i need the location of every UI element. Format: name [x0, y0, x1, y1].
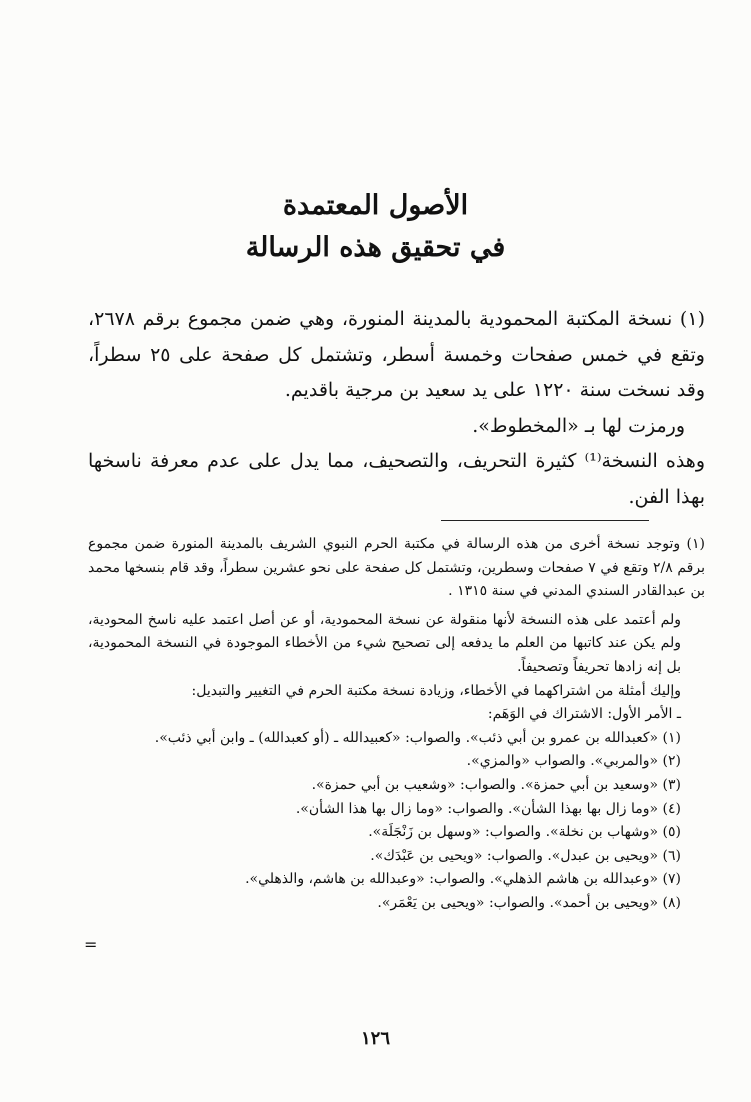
footnote-list-item: (٥) «وشهاب بن نخلة». والصواب: «وسهل بن زَنْجَلَة».	[368, 824, 681, 841]
footnote-list-item: (٢) «والمربي». والصواب «والمزي».	[466, 753, 681, 770]
footnotes	[88, 533, 705, 916]
footnote-separator	[441, 520, 649, 521]
paragraph-manuscript-description: (١) نسخة المكتبة المحمودية بالمدينة المنورة، وهي ضمن مجموع برقم ٢٦٧٨، وتقع في خمس صفحات وخمسة أسطر، وتشتمل كل صفحة على ٢٥ سطراً، وقد نسخت سنة ١٢٢٠ على يد سعيد بن مرجية باقديم.	[88, 308, 705, 401]
footnote-list-item: (٦) «ويحيى بن عبدل». والصواب: «ويحيى بن عَبْدَك».	[370, 847, 681, 864]
section-subtitle: في تحقيق هذه الرسالة	[245, 232, 506, 263]
paragraph-symbol: ورمزت لها بـ «المخطوط».	[472, 414, 685, 437]
footnote-heading: ـ الأمر الأول: الاشتراك في الوَهَم:	[487, 706, 681, 723]
footnote-list-item: (٨) «ويحيى بن أحمد». والصواب: «ويحيى بن يَعْمَر».	[377, 894, 681, 911]
footnote-1: (١) وتوجد نسخة أخرى من هذه الرسالة في مكتبة الحرم النبوي الشريف بالمدينة المنورة ضمن مجموع برقم ٢/٨ وتقع في ٧ صفحات وسطرين، وتشتمل كل صفحة على نحو عشرين سطراً، وقد قام بنسخها محمد بن عبدالقادر السندي المدني في سنة ١٣١٥ .	[88, 536, 705, 600]
footnote-list-item: (٧) «وعبدالله بن هاشم الذهلي». والصواب: «وعبدالله بن هاشم، والذهلي».	[245, 871, 681, 888]
footnote-list-item: (١) «كعبدالله بن عمرو بن أبي ذئب». والصواب: «كعبيدالله ـ (أو كعبدالله) ـ وابن أبي ذئب».	[154, 729, 681, 746]
footnote-paragraph-2: ولم أعتمد على هذه النسخة لأنها منقولة عن نسخة المحمودية، أو عن أصل اعتمد عليه ناسخ المحودية، ولم يكن عند كاتبها من العلم ما يدفعه إلى تصحيح شيء من الأخطاء الموجودة في النسخة المحمودية، بل إنه زادها تحريفاً وتصحيفاً.	[88, 611, 681, 675]
main-text	[88, 302, 705, 515]
section-title: الأصول المعتمدة	[282, 190, 469, 221]
page-number: ١٢٦	[360, 1028, 390, 1049]
footnote-list-item: (٣) «وسعيد بن أبي حمزة». والصواب: «وشعيب بن أبي حمزة».	[311, 776, 681, 793]
footnote-list-item: (٤) «وما زال بها بهذا الشأن». والصواب: «وما زال بها هذا الشأن».	[295, 800, 681, 817]
paragraph-copy-quality: وهذه النسخة⁽¹⁾ كثيرة التحريف، والتصحيف، مما يدل على عدم معرفة ناسخها بهذا الفن.	[88, 450, 705, 508]
continuation-mark: =	[84, 935, 98, 954]
footnote-paragraph-3: وإليك أمثلة من اشتراكهما في الأخطاء، وزيادة نسخة مكتبة الحرم في التغيير والتبديل:	[191, 682, 681, 699]
